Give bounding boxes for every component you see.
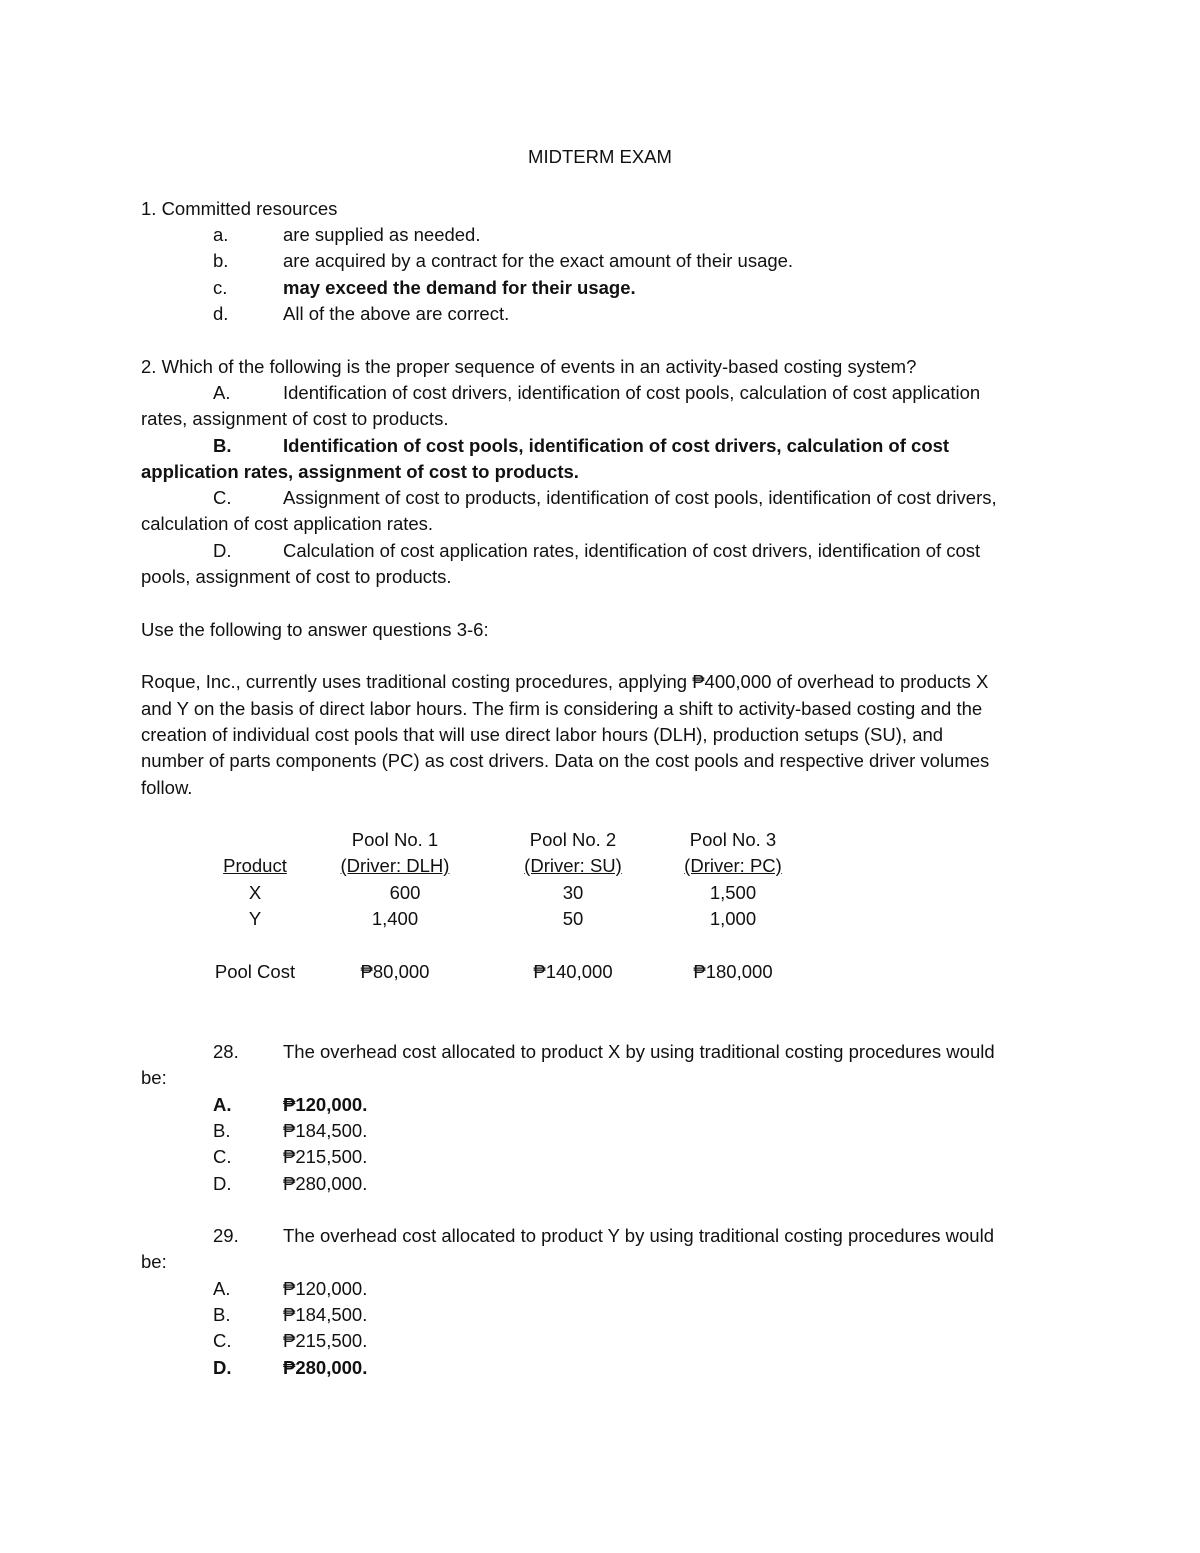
q1-option-letter: b. xyxy=(213,250,229,271)
table-cell: 1,500 xyxy=(709,882,757,903)
table-header: Pool No. 2 xyxy=(529,829,617,850)
q1-option-text: All of the above are correct. xyxy=(283,303,510,324)
table-cell: Pool Cost xyxy=(214,961,296,982)
q2-option-text: Identification of cost drivers, identification of cost pools, calculation of cost application xyxy=(283,382,981,403)
table-cell: ₱180,000 xyxy=(693,961,773,982)
case-line: follow. xyxy=(141,777,193,798)
q29-stem: The overhead cost allocated to product Y by using traditional costing procedures would xyxy=(283,1225,994,1246)
instructions-line: Use the following to answer questions 3-6: xyxy=(141,619,489,640)
q2-option-text-cont: pools, assignment of cost to products. xyxy=(141,566,452,587)
table-header: Product xyxy=(223,855,287,876)
q1-option-letter: d. xyxy=(213,303,229,324)
table-cell: ₱80,000 xyxy=(360,961,430,982)
q2-option-text-cont: calculation of cost application rates. xyxy=(141,513,434,534)
q28-option-text: ₱280,000. xyxy=(283,1173,368,1194)
q29-number: 29. xyxy=(213,1225,239,1246)
q1-option-letter: c. xyxy=(213,277,228,298)
q2-option-letter: D. xyxy=(213,540,232,561)
table-cell: 30 xyxy=(562,882,584,903)
table-header: (Driver: DLH) xyxy=(340,855,450,876)
q1-stem: 1. Committed resources xyxy=(141,198,338,219)
q28-option-letter-answer: A. xyxy=(213,1094,232,1115)
q2-option-text: Calculation of cost application rates, identification of cost drivers, identification of cost xyxy=(283,540,981,561)
q29-option-text: ₱184,500. xyxy=(283,1304,368,1325)
table-cell: 1,400 xyxy=(371,908,419,929)
q1-option-text: are acquired by a contract for the exact amount of their usage. xyxy=(283,250,794,271)
table-header: Pool No. 1 xyxy=(351,829,439,850)
case-line: number of parts components (PC) as cost drivers. Data on the cost pools and respective driver volumes xyxy=(141,750,990,771)
q28-option-text: ₱184,500. xyxy=(283,1120,368,1141)
q2-option-letter-answer: B. xyxy=(213,435,232,456)
q2-option-letter: A. xyxy=(213,382,231,403)
case-line: and Y on the basis of direct labor hours. The firm is considering a shift to activity-based costing and the xyxy=(141,698,983,719)
page-title: MIDTERM EXAM xyxy=(528,146,672,167)
q2-stem: 2. Which of the following is the proper sequence of events in an activity-based costing system? xyxy=(141,356,917,377)
q29-option-letter: A. xyxy=(213,1278,231,1299)
q29-option-text-answer: ₱280,000. xyxy=(283,1357,368,1378)
q28-number: 28. xyxy=(213,1041,239,1062)
q29-stem-wrap: be: xyxy=(141,1251,167,1272)
q29-option-letter: B. xyxy=(213,1304,231,1325)
table-cell: 50 xyxy=(562,908,584,929)
table-cell: 1,000 xyxy=(709,908,757,929)
case-line: creation of individual cost pools that will use direct labor hours (DLH), production setups (SU), and xyxy=(141,724,944,745)
table-header: (Driver: SU) xyxy=(524,855,622,876)
q28-option-letter: B. xyxy=(213,1120,231,1141)
q28-option-text: ₱215,500. xyxy=(283,1146,368,1167)
q28-option-letter: D. xyxy=(213,1173,232,1194)
q2-option-letter: C. xyxy=(213,487,232,508)
q1-option-text-answer: may exceed the demand for their usage. xyxy=(283,277,636,298)
q2-option-text: Assignment of cost to products, identification of cost pools, identification of cost drivers, xyxy=(283,487,997,508)
q28-option-letter: C. xyxy=(213,1146,232,1167)
q1-option-text: are supplied as needed. xyxy=(283,224,481,245)
q1-option-letter: a. xyxy=(213,224,229,245)
q28-stem: The overhead cost allocated to product X by using traditional costing procedures would xyxy=(283,1041,995,1062)
q29-option-letter-answer: D. xyxy=(213,1357,232,1378)
table-header: (Driver: PC) xyxy=(684,855,782,876)
q2-option-text-answer-cont: application rates, assignment of cost to products. xyxy=(141,461,579,482)
q29-option-text: ₱120,000. xyxy=(283,1278,368,1299)
table-cell: ₱140,000 xyxy=(533,961,613,982)
q2-option-text-answer: Identification of cost pools, identification of cost drivers, calculation of cost xyxy=(283,435,950,456)
q29-option-letter: C. xyxy=(213,1330,232,1351)
table-cell: Y xyxy=(248,908,262,929)
table-header: Pool No. 3 xyxy=(689,829,777,850)
q28-option-text-answer: ₱120,000. xyxy=(283,1094,368,1115)
table-cell: 600 xyxy=(389,882,421,903)
case-line: Roque, Inc., currently uses traditional costing procedures, applying ₱400,000 of overhead to products X xyxy=(141,671,989,692)
q29-option-text: ₱215,500. xyxy=(283,1330,368,1351)
q28-stem-wrap: be: xyxy=(141,1067,167,1088)
table-cell: X xyxy=(248,882,262,903)
q2-option-text-cont: rates, assignment of cost to products. xyxy=(141,408,449,429)
